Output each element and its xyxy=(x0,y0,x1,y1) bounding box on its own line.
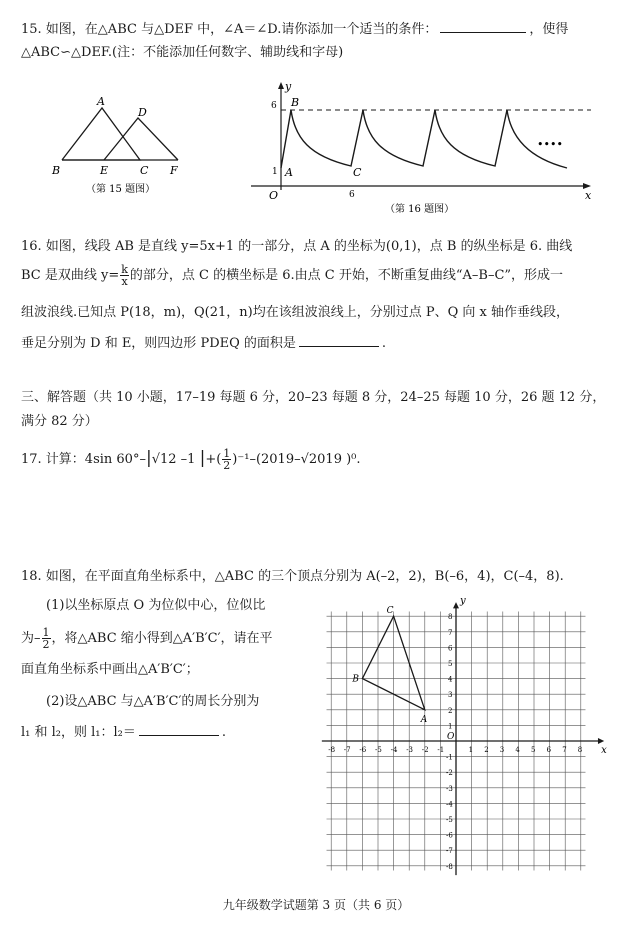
q16-line4 xyxy=(21,334,386,353)
y-tick-label: -8 xyxy=(446,862,453,871)
q17-rest: –(2019–√2019 )⁰. xyxy=(249,452,361,467)
q18-p1-line2-a: 为– xyxy=(21,631,41,646)
q16-line2-a: BC 是双曲线 y= xyxy=(21,268,120,283)
q17-expression xyxy=(21,448,361,471)
x-tick-label: -3 xyxy=(406,746,414,754)
q16-line1: 16. 如图，线段 AB 是直线 y=5x+1 的一部分，点 A 的坐标为(0,1)，点 B 的纵坐标是 6. 曲线 xyxy=(21,239,573,254)
x-tick-label: -1 xyxy=(437,746,445,754)
x-tick-6: 6 xyxy=(349,190,355,200)
fraction-denominator: 2 xyxy=(223,459,231,472)
q18-line1: 18. 如图，在平面直角坐标系中，△ABC 的三个顶点分别为 A(–2，2)，B(–6，4)，C(–4，8). xyxy=(21,569,564,584)
point-e-label: E xyxy=(100,164,109,177)
x-tick-label: 4 xyxy=(515,746,520,754)
y-tick-label: -1 xyxy=(446,753,453,762)
point-c-label: C xyxy=(140,164,149,177)
x-tick-label: 5 xyxy=(531,746,536,754)
abs-open: | xyxy=(145,448,152,468)
y-tick-label: 3 xyxy=(448,691,453,700)
fraction-numerator: k xyxy=(121,263,128,276)
section3-line1: 三、解答题（共 10 小题，17–19 每题 6 分，20–23 每题 8 分，24–25 每题 10 分，26 题 12 分， xyxy=(21,390,606,405)
y-tick-label: 1 xyxy=(448,722,453,731)
point-c-label: C xyxy=(353,166,362,179)
x-tick-label: 8 xyxy=(577,746,583,754)
fraction-numerator: 1 xyxy=(223,447,231,460)
x-axis-label: x xyxy=(585,189,592,202)
q18-part1-line3: 面直角坐标系中画出△A′B′C′； xyxy=(21,662,199,677)
q15-figure-caption: （第 15 题图） xyxy=(86,184,156,195)
x-axis-label: x xyxy=(601,745,607,756)
x-axis-arrow xyxy=(598,738,604,744)
point-d-label: D xyxy=(138,106,147,119)
x-tick-label: -7 xyxy=(343,746,351,754)
q16-figure-caption: （第 16 题图） xyxy=(385,204,455,215)
q16-line4-end: . xyxy=(381,336,387,351)
y-tick-6: 6 xyxy=(271,101,277,111)
q16-line2 xyxy=(21,264,563,287)
y-tick-label: -3 xyxy=(446,784,453,793)
q15-stem-after: ，使得 xyxy=(529,22,569,37)
k-over-x-fraction xyxy=(120,264,129,287)
wave-curve xyxy=(281,110,567,168)
x-tick-label: -5 xyxy=(375,746,382,754)
q18-p2-line2-end: . xyxy=(221,725,227,740)
x-tick-label: 6 xyxy=(546,746,552,754)
q16-line4-text: 垂足分别为 D 和 E，则四边形 PDEQ 的面积是 xyxy=(21,336,296,351)
q18-part2-line2 xyxy=(21,723,226,742)
triangle-def xyxy=(104,118,178,160)
y-tick-label: 7 xyxy=(448,628,453,637)
q18-part1-line1: (1)以坐标原点 O 为位似中心，位似比 xyxy=(46,598,266,613)
vertex-a-label: A xyxy=(420,714,428,725)
point-b-label: B xyxy=(291,96,300,109)
q18-answer-blank[interactable] xyxy=(139,723,219,736)
y-axis-label: y xyxy=(460,595,466,607)
x-tick-label: -6 xyxy=(359,746,367,754)
x-tick-label: -2 xyxy=(421,746,429,754)
q18-coordinate-grid[interactable] xyxy=(328,595,610,883)
x-tick-label: 2 xyxy=(484,746,489,754)
y-axis-arrow xyxy=(453,602,459,608)
page-footer: 九年级数学试题第 3 页（共 6 页） xyxy=(222,898,410,912)
y-tick-label: 2 xyxy=(448,706,453,715)
one-half-fraction xyxy=(222,448,231,471)
q16-line3: 组波浪线.已知点 P(18，m)，Q(21，n)均在该组波浪线上，分别过点 P、Q 向 x 轴作垂线段， xyxy=(21,305,570,320)
power-neg1: )⁻¹ xyxy=(232,452,250,467)
q18-part1-line2 xyxy=(21,627,273,650)
q18-p1-line2-b: ，将△ABC 缩小得到△A′B′C′，请在平 xyxy=(51,631,273,646)
q16-answer-blank[interactable] xyxy=(299,334,379,347)
y-tick-label: 5 xyxy=(448,660,453,668)
q15-stem: 15. 如图，在△ABC 与△DEF 中，∠A＝∠D.请你添加一个适当的条件： xyxy=(21,22,438,37)
abs-close: | xyxy=(199,448,206,468)
vertex-b-label: B xyxy=(352,674,360,685)
y-tick-label: -7 xyxy=(446,847,453,856)
sqrt-12: √12 xyxy=(151,452,177,467)
point-b-label: B xyxy=(52,164,61,177)
q16-line2-b: 的部分，点 C 的横坐标是 6.由点 C 开始，不断重复曲线“A–B–C”，形成一 xyxy=(129,268,564,283)
y-axis-arrow xyxy=(278,82,284,89)
q15-answer-blank[interactable] xyxy=(440,20,526,33)
continuation-dots: •••• xyxy=(537,138,563,151)
point-a-label: A xyxy=(285,166,293,179)
y-axis-label: y xyxy=(285,80,292,93)
section3-line2: 满分 82 分） xyxy=(21,414,98,429)
q15-line1 xyxy=(21,20,568,39)
triangle-abc xyxy=(62,108,140,160)
x-tick-label: 7 xyxy=(562,746,567,754)
plus-open: +( xyxy=(205,452,222,467)
x-tick-label: 3 xyxy=(499,746,505,754)
x-tick-label: -4 xyxy=(390,746,398,754)
abs-inner-rest: –1 xyxy=(176,452,200,467)
y-tick-label: 4 xyxy=(448,675,453,684)
y-tick-label: 8 xyxy=(448,613,453,622)
fraction-denominator: 2 xyxy=(42,638,50,651)
y-tick-label: -6 xyxy=(446,831,453,840)
q16-figure xyxy=(245,78,605,218)
q15-line2: △ABC∽△DEF.(注：不能添加任何数字、辅助线和字母) xyxy=(21,45,344,60)
fraction-numerator: 1 xyxy=(42,626,50,639)
point-f-label: F xyxy=(170,164,178,177)
y-tick-label: -2 xyxy=(446,769,453,778)
q17-text-a: 17. 计算：4sin 60°– xyxy=(21,452,146,467)
y-tick-1: 1 xyxy=(272,167,278,177)
vertex-c-label: C xyxy=(386,606,394,617)
fraction-denominator: x xyxy=(121,275,128,288)
q15-figure xyxy=(40,88,210,198)
x-tick-label: -8 xyxy=(328,746,336,754)
q18-part2-line1: (2)设△ABC 与△A′B′C′的周长分别为 xyxy=(46,694,260,709)
y-tick-label: 6 xyxy=(448,644,453,653)
q18-p2-line2-a: l₁ 和 l₂，则 l₁：l₂＝ xyxy=(21,725,136,740)
origin-label: O xyxy=(447,732,455,742)
x-tick-label: 1 xyxy=(468,746,474,754)
y-tick-label: -5 xyxy=(446,816,453,824)
one-half-fraction xyxy=(42,627,51,650)
point-a-label: A xyxy=(97,95,105,108)
y-tick-label: -4 xyxy=(446,800,453,809)
origin-label: O xyxy=(269,189,279,202)
